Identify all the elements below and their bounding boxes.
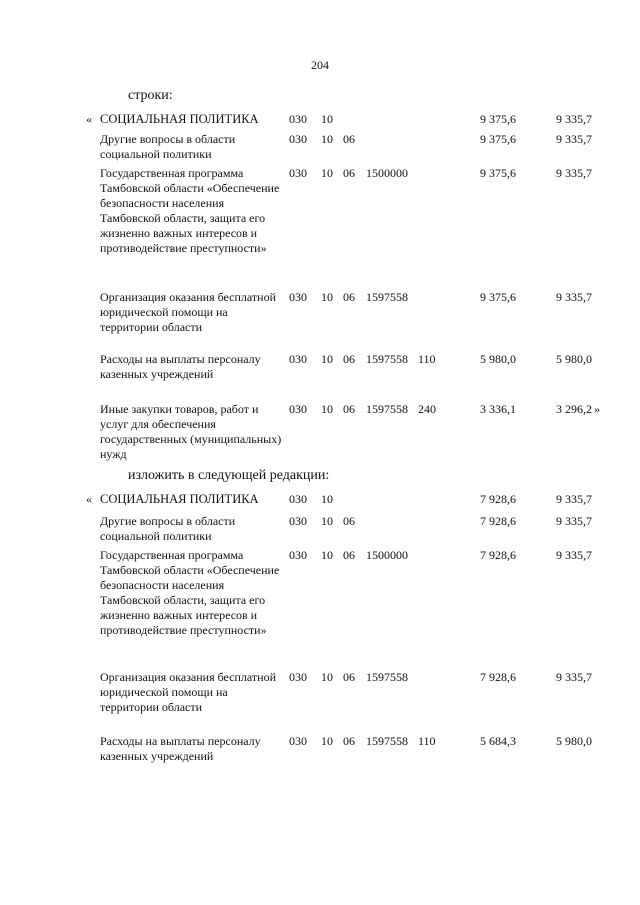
value-year-2: 3 296,2 bbox=[556, 402, 592, 416]
row-name: Другие вопросы в области социальной политики bbox=[100, 132, 236, 161]
code-target: 1500000 bbox=[366, 166, 408, 180]
table-row bbox=[0, 514, 640, 543]
code-expense-type: 110 bbox=[418, 352, 436, 366]
value-year-1: 7 928,6 bbox=[480, 548, 516, 562]
code-subsection: 06 bbox=[343, 132, 355, 146]
row-name: Государственная программа Тамбовской области «Обеспечение безопасности населения Тамбовской области, защита его жизненно важных интересов и противодействие преступности» bbox=[100, 166, 280, 255]
value-year-1: 7 928,6 bbox=[480, 492, 516, 506]
quote-open: « bbox=[86, 112, 92, 126]
code-subsection: 06 bbox=[343, 352, 355, 366]
value-year-1: 9 375,6 bbox=[480, 112, 516, 126]
code-section: 10 bbox=[321, 166, 333, 180]
row-name: Расходы на выплаты персоналу казенных учреждений bbox=[100, 734, 261, 763]
value-year-2: 5 980,0 bbox=[556, 734, 592, 748]
value-year-1: 5 684,3 bbox=[480, 734, 516, 748]
code-target: 1500000 bbox=[366, 548, 408, 562]
code-ministry: 030 bbox=[289, 734, 307, 748]
code-target: 1597558 bbox=[366, 402, 408, 416]
code-subsection: 06 bbox=[343, 670, 355, 684]
row-name: Организация оказания бесплатной юридической помощи на территории области bbox=[100, 670, 277, 714]
code-section: 10 bbox=[321, 514, 333, 528]
value-year-2: 9 335,7 bbox=[556, 670, 592, 684]
value-year-1: 5 980,0 bbox=[480, 352, 516, 366]
code-subsection: 06 bbox=[343, 514, 355, 528]
code-subsection: 06 bbox=[343, 734, 355, 748]
value-year-2: 5 980,0 bbox=[556, 352, 592, 366]
code-target: 1597558 bbox=[366, 290, 408, 304]
value-year-1: 7 928,6 bbox=[480, 670, 516, 684]
code-ministry: 030 bbox=[289, 402, 307, 416]
value-year-2: 9 335,7 bbox=[556, 290, 592, 304]
code-ministry: 030 bbox=[289, 112, 307, 126]
table-row bbox=[0, 352, 640, 381]
code-ministry: 030 bbox=[289, 514, 307, 528]
row-name: СОЦИАЛЬНАЯ ПОЛИТИКА bbox=[100, 112, 259, 126]
row-name: Иные закупки товаров, работ и услуг для обеспечения государственных (муниципальных) нужд bbox=[100, 402, 282, 461]
row-name: СОЦИАЛЬНАЯ ПОЛИТИКА bbox=[100, 492, 259, 506]
code-section: 10 bbox=[321, 402, 333, 416]
table-row bbox=[0, 492, 640, 512]
value-year-1: 9 375,6 bbox=[480, 166, 516, 180]
section-heading-lines: строки: bbox=[128, 88, 173, 103]
code-section: 10 bbox=[321, 352, 333, 366]
row-name: Расходы на выплаты персоналу казенных учреждений bbox=[100, 352, 261, 381]
value-year-2: 9 335,7 bbox=[556, 492, 592, 506]
quote-close: » bbox=[594, 402, 600, 416]
section-heading-new-edition: изложить в следующей редакции: bbox=[128, 468, 330, 483]
table-row bbox=[0, 670, 640, 714]
table-row bbox=[0, 132, 640, 161]
code-ministry: 030 bbox=[289, 670, 307, 684]
quote-open: « bbox=[86, 492, 92, 506]
code-subsection: 06 bbox=[343, 548, 355, 562]
code-section: 10 bbox=[321, 132, 333, 146]
code-section: 10 bbox=[321, 492, 333, 506]
value-year-1: 9 375,6 bbox=[480, 290, 516, 304]
code-section: 10 bbox=[321, 112, 333, 126]
code-ministry: 030 bbox=[289, 492, 307, 506]
table-row bbox=[0, 166, 640, 255]
value-year-2: 9 335,7 bbox=[556, 514, 592, 528]
code-subsection: 06 bbox=[343, 402, 355, 416]
table-row bbox=[0, 290, 640, 334]
code-section: 10 bbox=[321, 734, 333, 748]
row-name: Государственная программа Тамбовской области «Обеспечение безопасности населения Тамбовской области, защита его жизненно важных интересов и противодействие преступности» bbox=[100, 548, 280, 637]
value-year-2: 9 335,7 bbox=[556, 166, 592, 180]
value-year-1: 7 928,6 bbox=[480, 514, 516, 528]
code-section: 10 bbox=[321, 670, 333, 684]
code-target: 1597558 bbox=[366, 670, 408, 684]
code-ministry: 030 bbox=[289, 132, 307, 146]
code-ministry: 030 bbox=[289, 352, 307, 366]
value-year-2: 9 335,7 bbox=[556, 112, 592, 126]
table-row bbox=[0, 402, 640, 461]
code-ministry: 030 bbox=[289, 290, 307, 304]
page-number: 204 bbox=[311, 58, 329, 72]
row-name: Организация оказания бесплатной юридической помощи на территории области bbox=[100, 290, 277, 334]
code-subsection: 06 bbox=[343, 166, 355, 180]
value-year-2: 9 335,7 bbox=[556, 132, 592, 146]
code-ministry: 030 bbox=[289, 166, 307, 180]
code-target: 1597558 bbox=[366, 352, 408, 366]
code-ministry: 030 bbox=[289, 548, 307, 562]
code-target: 1597558 bbox=[366, 734, 408, 748]
code-subsection: 06 bbox=[343, 290, 355, 304]
row-name: Другие вопросы в области социальной политики bbox=[100, 514, 236, 543]
value-year-2: 9 335,7 bbox=[556, 548, 592, 562]
code-expense-type: 110 bbox=[418, 734, 436, 748]
value-year-1: 9 375,6 bbox=[480, 132, 516, 146]
code-section: 10 bbox=[321, 290, 333, 304]
table-row bbox=[0, 548, 640, 637]
table-row bbox=[0, 734, 640, 763]
code-expense-type: 240 bbox=[418, 402, 436, 416]
table-row bbox=[0, 112, 640, 132]
value-year-1: 3 336,1 bbox=[480, 402, 516, 416]
code-section: 10 bbox=[321, 548, 333, 562]
